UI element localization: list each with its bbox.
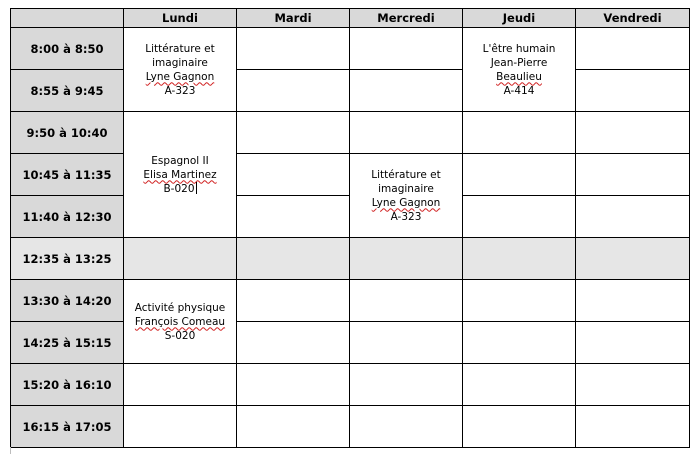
time-slot: 13:30 à 14:20 (11, 280, 124, 322)
weekly-schedule-table (10, 8, 690, 448)
empty-cell[interactable] (237, 364, 350, 406)
course-room: A-414 (503, 84, 535, 97)
lunch-cell[interactable] (124, 238, 237, 280)
course-cell-mercredi-litterature[interactable] (350, 154, 463, 238)
empty-cell[interactable] (350, 70, 463, 112)
day-header-mercredi: Mercredi (350, 9, 463, 28)
course-teacher: Lyne Gagnon (371, 196, 441, 209)
course-title: Littérature et (371, 168, 441, 181)
time-slot: 15:20 à 16:10 (11, 364, 124, 406)
day-header-mardi: Mardi (237, 9, 350, 28)
time-slot: 14:25 à 15:15 (11, 322, 124, 364)
course-cell-jeudi-etre-humain[interactable] (463, 28, 576, 112)
course-room: A-323 (164, 84, 196, 97)
time-slot: 16:15 à 17:05 (11, 406, 124, 448)
empty-cell[interactable] (350, 280, 463, 322)
empty-cell[interactable] (237, 196, 350, 238)
empty-cell[interactable] (124, 406, 237, 448)
empty-cell[interactable] (237, 154, 350, 196)
day-header-jeudi: Jeudi (463, 9, 576, 28)
course-room: S-020 (164, 329, 196, 342)
text-caret (196, 182, 197, 194)
empty-cell[interactable] (350, 406, 463, 448)
course-room: B-020 (163, 182, 195, 195)
time-slot: 10:45 à 11:35 (11, 154, 124, 196)
table-row (11, 154, 690, 196)
course-teacher: Elisa Martinez (143, 168, 217, 181)
course-cell-lundi-activite[interactable] (124, 280, 237, 364)
empty-cell[interactable] (350, 364, 463, 406)
table-row (11, 28, 690, 70)
course-teacher: Beaulieu (496, 70, 542, 83)
time-slot: 8:55 à 9:45 (11, 70, 124, 112)
empty-cell[interactable] (576, 364, 690, 406)
table-row (11, 322, 690, 364)
empty-cell[interactable] (237, 406, 350, 448)
empty-cell[interactable] (463, 322, 576, 364)
empty-cell[interactable] (576, 112, 690, 154)
table-row (11, 112, 690, 154)
course-title: imaginaire (152, 56, 208, 69)
page-margin-marker (10, 447, 11, 454)
corner-cell (11, 9, 124, 28)
empty-cell[interactable] (237, 112, 350, 154)
empty-cell[interactable] (576, 70, 690, 112)
course-title: L'être humain (482, 42, 556, 55)
lunch-cell[interactable] (576, 238, 690, 280)
table-row (11, 70, 690, 112)
course-cell-lundi-litterature[interactable] (124, 28, 237, 112)
empty-cell[interactable] (124, 364, 237, 406)
lunch-cell[interactable] (463, 238, 576, 280)
empty-cell[interactable] (463, 280, 576, 322)
empty-cell[interactable] (463, 364, 576, 406)
table-row (11, 280, 690, 322)
day-header-vendredi: Vendredi (576, 9, 690, 28)
empty-cell[interactable] (576, 322, 690, 364)
lunch-cell[interactable] (237, 238, 350, 280)
course-teacher: Lyne Gagnon (145, 70, 215, 83)
empty-cell[interactable] (350, 322, 463, 364)
course-title: imaginaire (378, 182, 434, 195)
course-teacher: François Comeau (134, 315, 226, 328)
empty-cell[interactable] (350, 28, 463, 70)
empty-cell[interactable] (576, 28, 690, 70)
empty-cell[interactable] (463, 406, 576, 448)
time-slot: 9:50 à 10:40 (11, 112, 124, 154)
lunch-cell[interactable] (350, 238, 463, 280)
empty-cell[interactable] (463, 154, 576, 196)
course-teacher: Jean-Pierre (490, 56, 548, 69)
header-row (11, 9, 690, 28)
table-row (11, 406, 690, 448)
empty-cell[interactable] (576, 406, 690, 448)
empty-cell[interactable] (576, 154, 690, 196)
empty-cell[interactable] (350, 112, 463, 154)
table-row-lunch (11, 238, 690, 280)
time-slot: 11:40 à 12:30 (11, 196, 124, 238)
empty-cell[interactable] (576, 196, 690, 238)
course-title: Littérature et (145, 42, 215, 55)
empty-cell[interactable] (576, 280, 690, 322)
course-room: A-323 (390, 210, 422, 223)
empty-cell[interactable] (237, 70, 350, 112)
empty-cell[interactable] (463, 112, 576, 154)
time-slot: 12:35 à 13:25 (11, 238, 124, 280)
empty-cell[interactable] (237, 280, 350, 322)
day-header-lundi: Lundi (124, 9, 237, 28)
course-cell-lundi-espagnol[interactable] (124, 112, 237, 238)
table-row (11, 364, 690, 406)
empty-cell[interactable] (237, 322, 350, 364)
empty-cell[interactable] (237, 28, 350, 70)
time-slot: 8:00 à 8:50 (11, 28, 124, 70)
course-title: Activité physique (134, 301, 226, 314)
course-title: Espagnol II (151, 154, 209, 167)
empty-cell[interactable] (463, 196, 576, 238)
